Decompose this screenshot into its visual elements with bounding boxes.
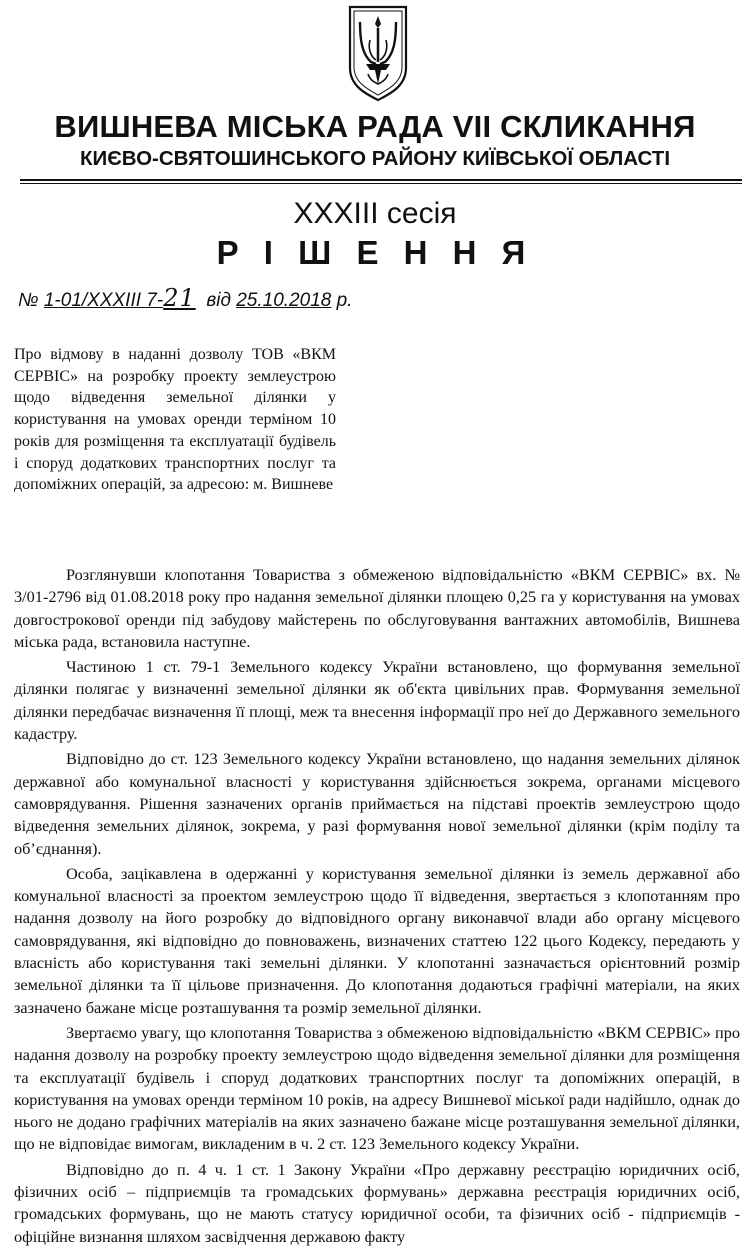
- body-paragraph: Відповідно до ст. 123 Земельного кодексу України встановлено, що надання земельних ділянок державної або комунальної власності у користування здійснюється зокрема, органами місцевого самоврядування. Рішення зазначених органів приймається на підставі проектів землеустрою щодо відведення земельних ділянок, зокрема, у разі формування нової земельної ділянки (крім поділу та об’єднання).: [14, 749, 740, 858]
- decision-number: 1-01/XXXIII 7-: [43, 290, 164, 311]
- year-suffix: р.: [336, 290, 353, 311]
- handwritten-number: 21: [163, 284, 196, 312]
- body-paragraph: Частиною 1 ст. 79-1 Земельного кодексу України встановлено, що формування земельної ділянки полягає у визначенні земельної ділянки як об'єкта цивільних прав. Формування земельної ділянки передбачає визначення її площі, меж та внесення інформації про неї до Державного земельного кадастру.: [14, 657, 740, 744]
- decision-number-line: [18, 285, 718, 314]
- session-title: XXXIII сесія: [293, 197, 457, 230]
- body-paragraph: Особа, зацікавлена в одержанні у користування земельної ділянки із земель державної або комунальної власності за проектом землеустрою щодо її відведення, звертається з клопотанням про надання дозволу на його розробку до відповідного органу виконавчої влади або органу місцевого самоврядування, які відповідно до повноважень, визначених статтею 122 цього Кодексу, передають у власність або користування такі земельні ділянки. У клопотанні зазначається орієнтовний розмір земельної ділянки та її цільове призначення. До клопотання додаються графічні матеріали, на яких зазначено бажане місце розташування та розмір земельної ділянки.: [14, 863, 740, 1017]
- date-from-label: від: [206, 290, 231, 311]
- decision-date: 25.10.2018: [236, 290, 332, 311]
- trident-coat-of-arms-icon: [346, 4, 410, 102]
- body-paragraph: Звертаємо увагу, що клопотання Товариства з обмеженою відповідальністю «ВКМ СЕРВІС» про надання дозволу на розробку проекту землеустрою щодо відведення земельної ділянки для розміщення та експлуатації будівель і споруд додаткових транспортних послуг та допоміжних операцій, в користування на умовах оренди терміном 10 років, на адресу Вишневої міської ради надійшло, однак до нього не додано графічних матеріалів на яких зазначено бажане місце розташування земельної ділянки, що не відповідає вимогам, викладеним в ч. 2 ст. 123 Земельного кодексу України.: [14, 1022, 740, 1154]
- document-type-title: Р І Ш Е Н Н Я: [216, 234, 534, 271]
- header-divider-thick: [20, 179, 742, 181]
- header-divider-thin: [20, 183, 742, 184]
- body-paragraph: Розглянувши клопотання Товариства з обмеженою відповідальністю «ВКМ СЕРВІС» вх. № 3/01-2796 від 01.08.2018 року про надання земельної ділянки площею 0,25 га у користування на умовах довгострокової оренди під забудову майстерень по обслуговування вантажних автомобілів, Вишнева міська рада, встановила наступне.: [14, 565, 740, 651]
- district-name: КИЄВО-СВЯТОШИНСЬКОГО РАЙОНУ КИЇВСЬКОЇ ОБЛАСТІ: [79, 147, 671, 170]
- body-paragraph: Відповідно до п. 4 ч. 1 ст. 1 Закону України «Про державну реєстрацію юридичних осіб, фізичних осіб – підприємців та громадських формувань» державна реєстрація юридичних осіб, громадських формувань, що не мають статусу юридичної особи, та фізичних осіб - підприємців - офіційне визнання шляхом засвідчення державою факту: [14, 1159, 740, 1246]
- decision-body: [14, 564, 740, 1248]
- council-name: ВИШНЕВА МІСЬКА РАДА VII СКЛИКАННЯ: [54, 109, 696, 144]
- decision-subject: Про відмову в наданні дозволу ТОВ «ВКМ СЕРВІС» на розробку проекту землеустрою щодо відведення земельної ділянки у користування на умовах оренди терміном 10 років для розміщення та експлуатації будівель і споруд додаткових транспортних послуг та допоміжних операцій, за адресою: м. Вишневе: [14, 346, 336, 494]
- number-prefix: №: [18, 290, 39, 311]
